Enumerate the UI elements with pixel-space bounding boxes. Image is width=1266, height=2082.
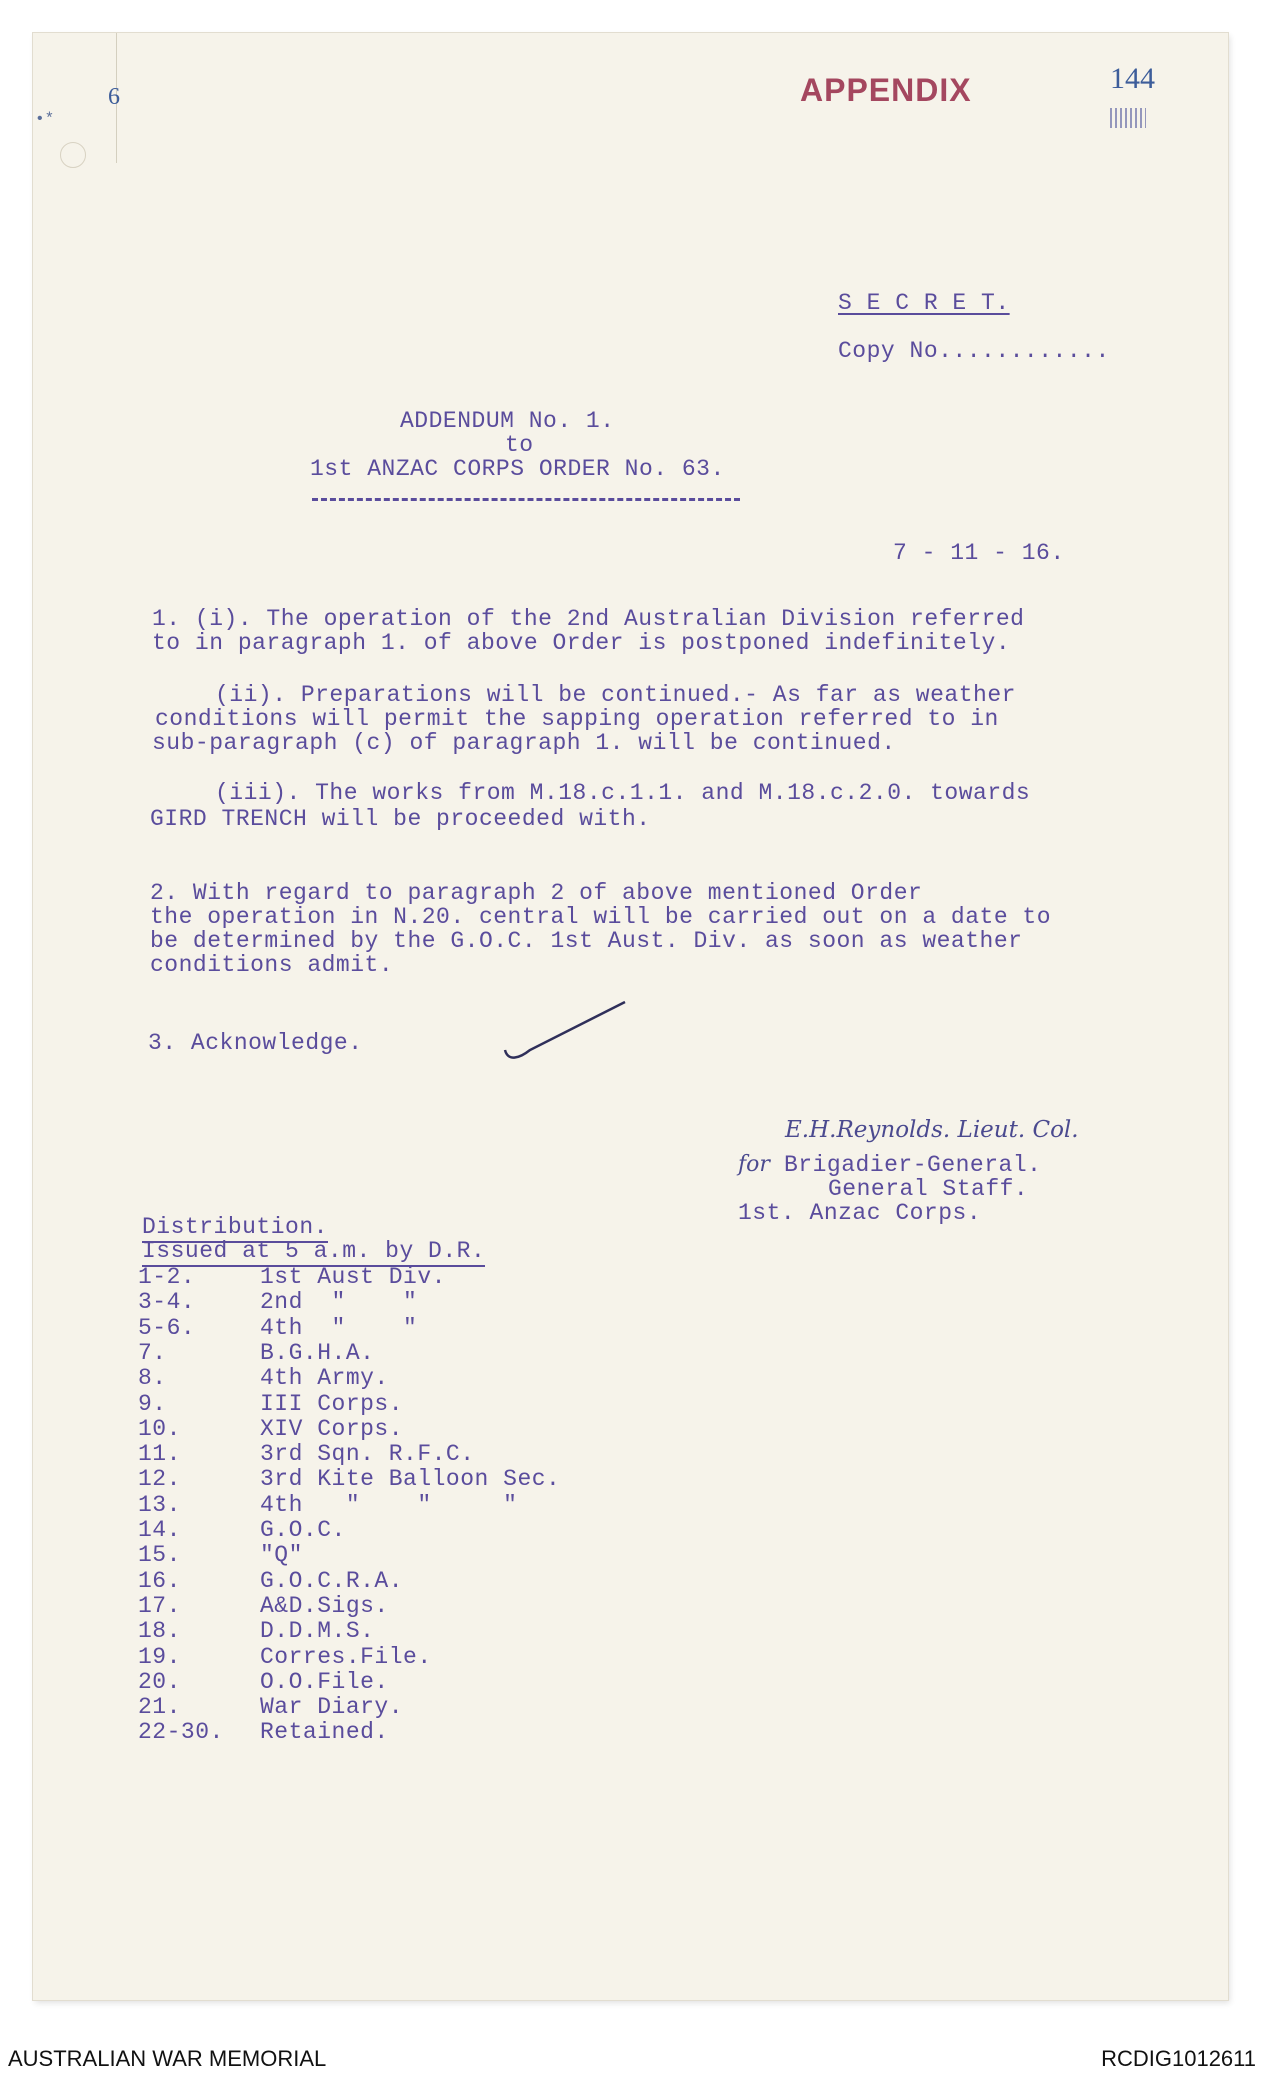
distribution-row	[138, 1289, 417, 1315]
distribution-row	[138, 1568, 403, 1594]
distribution-row-number: 22-30.	[138, 1719, 224, 1746]
distribution-row-recipient: III Corps.	[260, 1390, 404, 1417]
distribution-row-recipient: 2nd " "	[260, 1289, 418, 1316]
distribution-row-number: 3-4.	[138, 1289, 196, 1316]
distribution-row	[138, 1593, 389, 1619]
para-1-i-line-2: to in paragraph 1. of above Order is postponed indefinitely.	[152, 630, 1011, 656]
para-2-line-3: be determined by the G.O.C. 1st Aust. Div. as soon as weather	[150, 928, 1023, 954]
distribution-row	[138, 1492, 517, 1518]
title-line-2: to	[505, 432, 534, 458]
title-line-1: ADDENDUM No. 1.	[400, 408, 615, 434]
tick-mark-icon	[500, 1000, 630, 1070]
distribution-row-number: 14.	[138, 1517, 181, 1543]
distribution-row-recipient: 4th Army.	[260, 1365, 389, 1392]
para-1-ii-line-2: conditions will permit the sapping operation referred to in	[155, 706, 999, 732]
distribution-row-recipient: 3rd Kite Balloon Sec.	[260, 1466, 561, 1493]
distribution-row	[138, 1694, 403, 1720]
distribution-row-recipient: G.O.C.R.A.	[260, 1567, 404, 1594]
distribution-row-number: 20.	[138, 1668, 181, 1695]
handwritten-signature: E.H.Reynolds. Lieut. Col.	[785, 1117, 1079, 1143]
distribution-row-recipient: War Diary.	[260, 1694, 404, 1721]
distribution-heading: Distribution.	[142, 1214, 328, 1240]
distribution-row-recipient: 4th " "	[260, 1314, 418, 1341]
para-1-ii-line-3: sub-paragraph (c) of paragraph 1. will be continued.	[152, 730, 896, 756]
distribution-row	[138, 1669, 389, 1695]
distribution-row	[138, 1391, 403, 1417]
para-1-ii-line-1: (ii). Preparations will be continued.- As far as weather	[215, 682, 1016, 708]
signature-for: for	[738, 1152, 770, 1177]
distribution-row-recipient: Corres.File.	[260, 1643, 432, 1670]
para-1-iii-line-1: (iii). The works from M.18.c.1.1. and M.18.c.2.0. towards	[215, 780, 1031, 806]
distribution-row-number: 5-6.	[138, 1314, 196, 1341]
distribution-row-recipient: 1st Aust Div.	[260, 1264, 446, 1290]
distribution-row-recipient: XIV Corps.	[260, 1415, 404, 1442]
distribution-issued: Issued at 5 a.m. by D.R.	[142, 1238, 485, 1264]
title-line-3: 1st ANZAC CORPS ORDER No. 63.	[310, 456, 725, 482]
distribution-row	[138, 1466, 560, 1492]
distribution-row	[138, 1441, 475, 1467]
punch-hole	[60, 142, 86, 168]
footer-reference: RCDIG1012611	[1101, 2046, 1256, 2071]
appendix-stamp: APPENDIX	[800, 72, 972, 108]
distribution-row-number: 21.	[138, 1694, 181, 1721]
distribution-row-number: 11.	[138, 1441, 181, 1468]
distribution-row-recipient: "Q"	[260, 1542, 303, 1569]
distribution-row-recipient: 3rd Sqn. R.F.C.	[260, 1441, 475, 1468]
distribution-row-number: 19.	[138, 1643, 181, 1670]
signature-unit: 1st. Anzac Corps.	[738, 1200, 982, 1226]
document-date: 7 - 11 - 16.	[893, 540, 1065, 566]
para-1-iii-line-2: GIRD TRENCH will be proceeded with.	[150, 806, 651, 832]
para-2-line-4: conditions admit.	[150, 952, 394, 978]
distribution-row	[138, 1719, 389, 1745]
distribution-row	[138, 1618, 374, 1644]
distribution-row-recipient: Retained.	[260, 1719, 389, 1746]
copy-number: Copy No............	[838, 338, 1110, 364]
distribution-row	[138, 1315, 417, 1341]
classification: S E C R E T.	[838, 290, 1010, 316]
distribution-row-recipient: B.G.H.A.	[260, 1339, 375, 1366]
para-2-line-1: 2. With regard to paragraph 2 of above mentioned Order	[150, 880, 923, 906]
distribution-row-recipient: 4th " " "	[260, 1491, 518, 1518]
distribution-row	[138, 1517, 346, 1543]
distribution-row-number: 1-2.	[138, 1264, 196, 1290]
para-3: 3. Acknowledge.	[148, 1030, 363, 1056]
para-2-line-2: the operation in N.20. central will be carried out on a date to	[150, 904, 1052, 930]
margin-mark: •*	[35, 110, 55, 128]
distribution-row-recipient: G.O.C.	[260, 1517, 346, 1543]
distribution-row-number: 10.	[138, 1415, 181, 1442]
distribution-row	[138, 1542, 303, 1568]
distribution-row-number: 16.	[138, 1567, 181, 1594]
distribution-row	[138, 1365, 389, 1391]
footer-source: AUSTRALIAN WAR MEMORIAL	[8, 2046, 327, 2071]
signature-staff: General Staff.	[828, 1176, 1029, 1202]
distribution-row	[138, 1340, 374, 1366]
distribution-row-number: 18.	[138, 1618, 181, 1645]
para-1-i-line-1: 1. (i). The operation of the 2nd Australian Division referred	[152, 606, 1025, 632]
distribution-row-number: 15.	[138, 1542, 181, 1569]
folio-number: 144	[1110, 62, 1155, 95]
distribution-row-number: 12.	[138, 1466, 181, 1493]
title-underline	[312, 498, 740, 501]
distribution-row-number: 9.	[138, 1390, 167, 1417]
distribution-row-number: 8.	[138, 1365, 167, 1392]
distribution-row-number: 17.	[138, 1592, 181, 1619]
signature-rank: Brigadier-General.	[784, 1152, 1042, 1178]
distribution-row	[138, 1264, 446, 1290]
distribution-row	[138, 1416, 403, 1442]
distribution-row	[138, 1644, 432, 1670]
distribution-row-recipient: A&D.Sigs.	[260, 1592, 389, 1619]
folio-scribble	[1110, 108, 1146, 128]
distribution-row-number: 13.	[138, 1491, 181, 1518]
distribution-row-recipient: O.O.File.	[260, 1668, 389, 1695]
distribution-row-number: 7.	[138, 1339, 167, 1366]
left-number: 6	[108, 84, 120, 110]
distribution-row-recipient: D.D.M.S.	[260, 1618, 375, 1645]
